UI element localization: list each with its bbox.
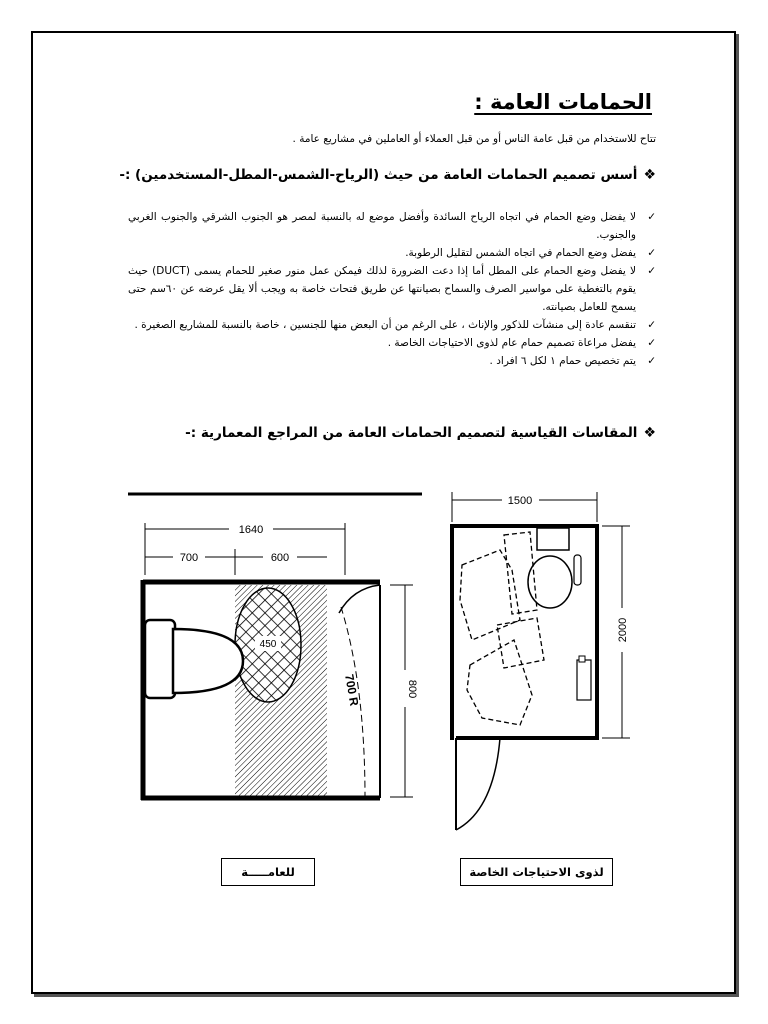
caption-special-needs: لذوى الاحتياجات الخاصة xyxy=(460,858,613,886)
list-item: ✓ يفضل مراعاة تصميم حمام عام لذوى الاحتياجات الخاصة . xyxy=(128,334,656,352)
section-heading-text: أسس تصميم الحمامات العامة من حيث (الرياح-الشمس-المطل-المستخدمين) :- xyxy=(119,167,638,183)
diamond-bullet-icon: ❖ xyxy=(643,425,656,441)
checkmark-icon: ✓ xyxy=(647,265,656,277)
design-basics-list xyxy=(128,208,656,370)
dimension-label: 800 xyxy=(406,679,418,699)
list-item: ✓ تنقسم عادة إلى منشآت للذكور والإناث ، على الرغم من أن البعض منها للجنسين ، خاصة بالنسبة للمشاريع الصغيرة . xyxy=(128,316,656,334)
section-heading-standard-dimensions xyxy=(185,425,656,441)
checkmark-icon: ✓ xyxy=(647,355,656,367)
intro-text: تتاح للاستخدام من قبل عامة الناس أو من قبل العملاء أو العاملين في مشاريع عامة . xyxy=(292,133,656,145)
checkmark-icon: ✓ xyxy=(647,247,656,259)
dimension-label: 2000 xyxy=(617,617,629,643)
public-toilet-plan-drawing xyxy=(125,485,425,805)
list-item: ✓ يفضل وضع الحمام في اتجاه الشمس لتقليل الرطوبة. xyxy=(128,244,656,262)
section-heading-text: المقاسات القياسية لتصميم الحمامات العامة من المراجع المعمارية :- xyxy=(185,425,638,441)
caption-public: للعامـــــة xyxy=(221,858,315,886)
list-item: ✓ لا يفضل وضع الحمام على المطل أما إذا دعت الضرورة لذلك فيمكن عمل منور صغير للحمام يسمى (DUCT) حيث يقوم بالتغطية على مواسير الصرف والسماح بصيانتها عن طريق فتحات خاصة به ويجب ألا يقل عرضه عن ٦٠سم حتى يسمح للعامل بصيانته. xyxy=(128,262,656,316)
circle-diameter-label: 450 xyxy=(259,639,277,650)
dimension-label: 700 xyxy=(179,552,199,564)
checkmark-icon: ✓ xyxy=(647,211,656,223)
diamond-bullet-icon: ❖ xyxy=(643,167,656,183)
checkmark-icon: ✓ xyxy=(647,319,656,331)
special-needs-toilet-plan-drawing xyxy=(442,490,642,840)
checkmark-icon: ✓ xyxy=(647,337,656,349)
door-radius-label: 700 R xyxy=(342,673,362,708)
list-item: ✓ لا يفضل وضع الحمام في اتجاه الرياح السائدة وأفضل موضع له بالنسبة لمصر هو الجنوب الشرقي والجنوب الغربي والجنوب. xyxy=(128,208,656,244)
page-title: الحمامات العامة : xyxy=(474,90,652,114)
dimension-label: 600 xyxy=(270,552,290,564)
dimension-label: 1640 xyxy=(238,524,264,536)
section-heading-design-basics xyxy=(119,167,656,183)
dimension-label: 1500 xyxy=(507,495,533,507)
list-item: ✓ يتم تخصيص حمام ١ لكل ٦ افراد . xyxy=(128,352,656,370)
